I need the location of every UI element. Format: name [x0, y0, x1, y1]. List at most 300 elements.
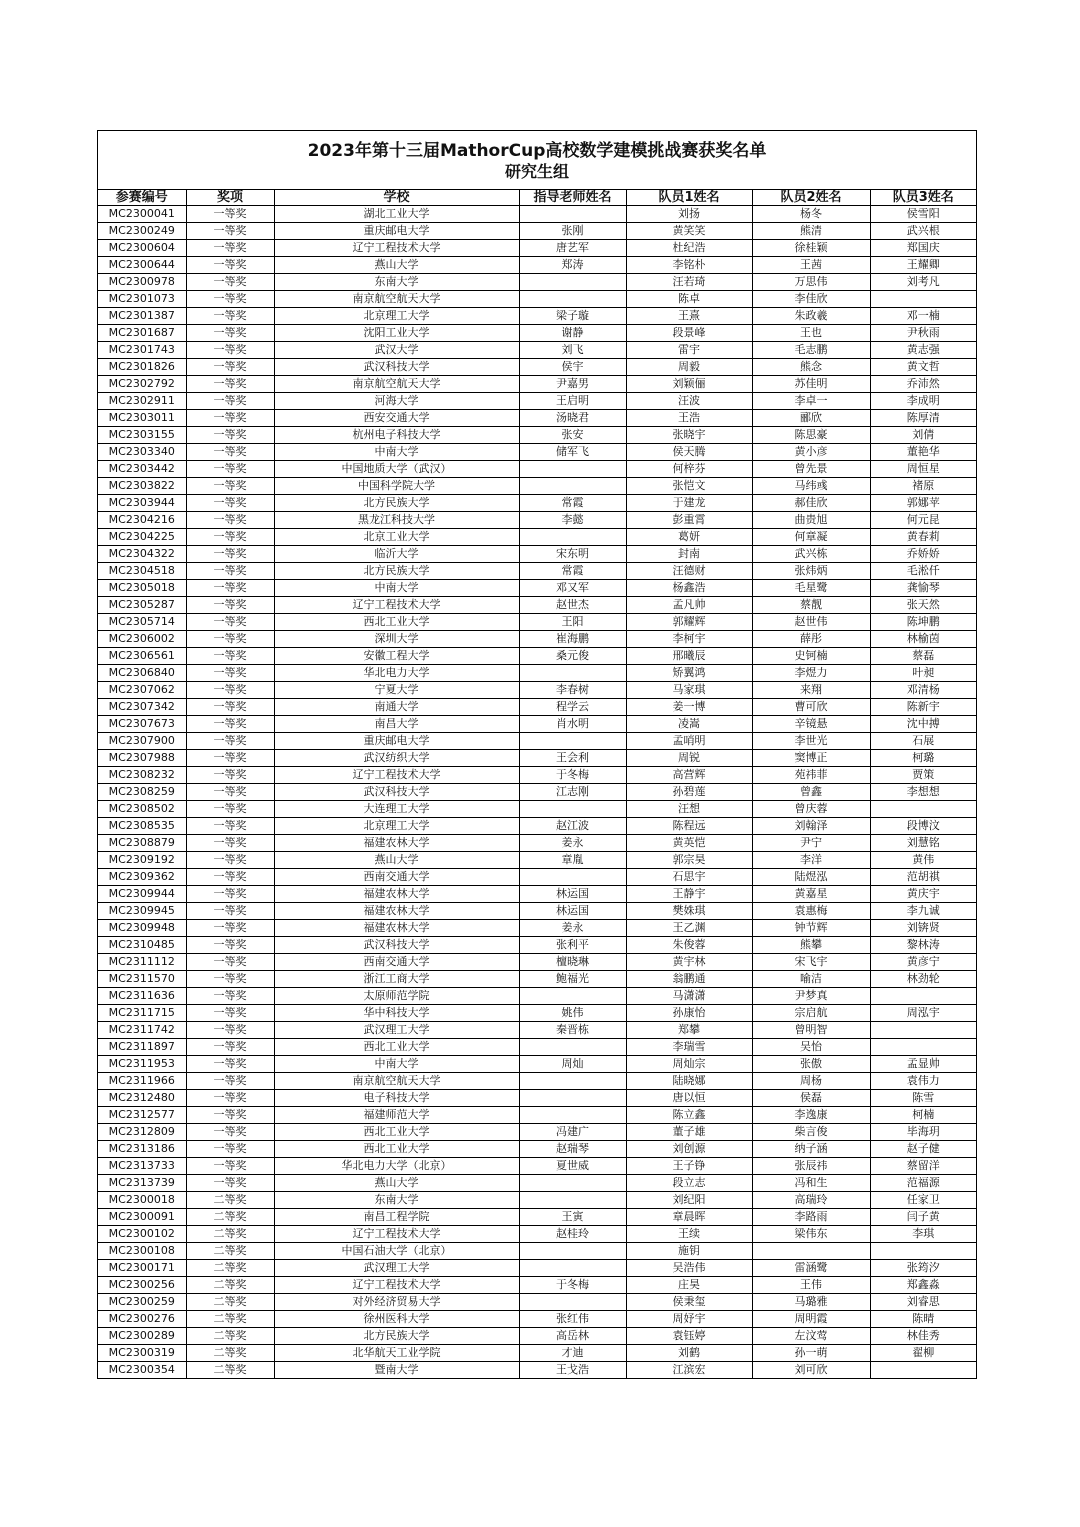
cell-member1: 汪波 [626, 393, 752, 410]
cell-advisor [519, 1175, 626, 1192]
cell-member3: 刘慧铭 [870, 835, 976, 852]
table-row [98, 1090, 976, 1107]
cell-member2: 何章凝 [752, 529, 870, 546]
cell-member2: 陈思豪 [752, 427, 870, 444]
cell-member3: 任家卫 [870, 1192, 976, 1209]
cell-advisor: 周灿 [519, 1056, 626, 1073]
cell-school: 西北工业大学 [274, 1141, 519, 1158]
cell-member1: 邢曦辰 [626, 648, 752, 665]
cell-advisor: 赵瑞琴 [519, 1141, 626, 1158]
cell-id: MC2313739 [98, 1175, 186, 1192]
cell-member1: 庄昊 [626, 1277, 752, 1294]
cell-member3: 刘倩 [870, 427, 976, 444]
table-row [98, 1277, 976, 1294]
cell-member2: 曾鑫 [752, 784, 870, 801]
cell-member1: 王续 [626, 1226, 752, 1243]
cell-member3: 林劲轮 [870, 971, 976, 988]
cell-member2: 马璐雅 [752, 1294, 870, 1311]
cell-member3: 褚原 [870, 478, 976, 495]
cell-member3: 张天然 [870, 597, 976, 614]
cell-member1: 刘扬 [626, 206, 752, 223]
cell-id: MC2301743 [98, 342, 186, 359]
table-row [98, 291, 976, 308]
cell-award: 一等奖 [186, 257, 274, 274]
cell-member2: 王茜 [752, 257, 870, 274]
cell-advisor: 程学云 [519, 699, 626, 716]
cell-advisor: 鲍福光 [519, 971, 626, 988]
cell-member1: 凌嵩 [626, 716, 752, 733]
cell-member1: 黄宇林 [626, 954, 752, 971]
cell-member3: 蔡留洋 [870, 1158, 976, 1175]
cell-id: MC2303442 [98, 461, 186, 478]
cell-school: 东南大学 [274, 274, 519, 291]
cell-member2: 宗启航 [752, 1005, 870, 1022]
cell-member1: 陈程远 [626, 818, 752, 835]
cell-school: 临沂大学 [274, 546, 519, 563]
cell-id: MC2300171 [98, 1260, 186, 1277]
cell-member2: 曾明智 [752, 1022, 870, 1039]
cell-award: 一等奖 [186, 801, 274, 818]
cell-school: 西北工业大学 [274, 1039, 519, 1056]
cell-id: MC2301073 [98, 291, 186, 308]
cell-school: 电子科技大学 [274, 1090, 519, 1107]
cell-id: MC2310485 [98, 937, 186, 954]
table-row [98, 1124, 976, 1141]
cell-school: 福建农林大学 [274, 886, 519, 903]
cell-school: 南京航空航天大学 [274, 376, 519, 393]
cell-advisor: 侯宇 [519, 359, 626, 376]
cell-id: MC2300978 [98, 274, 186, 291]
table-row [98, 954, 976, 971]
cell-member3: 贾策 [870, 767, 976, 784]
cell-member1: 周毅 [626, 359, 752, 376]
table-row [98, 257, 976, 274]
cell-award: 一等奖 [186, 1175, 274, 1192]
cell-award: 一等奖 [186, 461, 274, 478]
table-row [98, 750, 976, 767]
cell-member3: 黄文哲 [870, 359, 976, 376]
cell-id: MC2307062 [98, 682, 186, 699]
cell-school: 武汉理工大学 [274, 1260, 519, 1277]
cell-advisor: 张利平 [519, 937, 626, 954]
cell-award: 一等奖 [186, 240, 274, 257]
cell-member2: 周杨 [752, 1073, 870, 1090]
cell-school: 湖北工业大学 [274, 206, 519, 223]
cell-school: 福建农林大学 [274, 835, 519, 852]
cell-member2: 来翔 [752, 682, 870, 699]
cell-member1: 李铭朴 [626, 257, 752, 274]
cell-member3 [870, 988, 976, 1005]
table-row [98, 274, 976, 291]
cell-school: 辽宁工程技术大学 [274, 240, 519, 257]
cell-member2: 毛志鹏 [752, 342, 870, 359]
cell-member2: 喻洁 [752, 971, 870, 988]
table-row [98, 1328, 976, 1345]
cell-award: 一等奖 [186, 1056, 274, 1073]
cell-member2: 袁惠梅 [752, 903, 870, 920]
table-row [98, 937, 976, 954]
cell-advisor: 王戈浩 [519, 1362, 626, 1379]
cell-advisor [519, 801, 626, 818]
cell-advisor: 林运国 [519, 886, 626, 903]
cell-member2: 万思伟 [752, 274, 870, 291]
cell-id: MC2305018 [98, 580, 186, 597]
cell-school: 北京理工大学 [274, 308, 519, 325]
cell-advisor [519, 461, 626, 478]
cell-member3 [870, 1362, 976, 1379]
table-row [98, 206, 976, 223]
cell-school: 燕山大学 [274, 1175, 519, 1192]
table-row [98, 546, 976, 563]
cell-advisor: 张红伟 [519, 1311, 626, 1328]
cell-member2: 刘可欣 [752, 1362, 870, 1379]
cell-school: 河海大学 [274, 393, 519, 410]
cell-school: 华中科技大学 [274, 1005, 519, 1022]
cell-member1: 侯秉玺 [626, 1294, 752, 1311]
cell-school: 深圳大学 [274, 631, 519, 648]
cell-member2: 李逸康 [752, 1107, 870, 1124]
cell-school: 沈阳工业大学 [274, 325, 519, 342]
table-row [98, 342, 976, 359]
table-row [98, 1294, 976, 1311]
cell-member1: 朱俊蓉 [626, 937, 752, 954]
cell-member2: 宋飞宇 [752, 954, 870, 971]
cell-member2: 张傲 [752, 1056, 870, 1073]
cell-member3: 石展 [870, 733, 976, 750]
cell-advisor: 李懿 [519, 512, 626, 529]
cell-id: MC2307900 [98, 733, 186, 750]
cell-member3: 范福源 [870, 1175, 976, 1192]
cell-award: 一等奖 [186, 1039, 274, 1056]
award-table [98, 189, 976, 1378]
cell-school: 南昌大学 [274, 716, 519, 733]
table-row [98, 1311, 976, 1328]
cell-id: MC2303822 [98, 478, 186, 495]
cell-advisor: 崔海鹏 [519, 631, 626, 648]
cell-award: 一等奖 [186, 495, 274, 512]
cell-award: 二等奖 [186, 1294, 274, 1311]
cell-school: 东南大学 [274, 1192, 519, 1209]
cell-member3: 林榆茵 [870, 631, 976, 648]
cell-member2: 朱政羲 [752, 308, 870, 325]
cell-member2: 张炜炳 [752, 563, 870, 580]
cell-member3: 黄志强 [870, 342, 976, 359]
cell-school: 西安交通大学 [274, 410, 519, 427]
cell-id: MC2306561 [98, 648, 186, 665]
cell-advisor [519, 1192, 626, 1209]
cell-advisor: 姜永 [519, 835, 626, 852]
col-header-id: 参赛编号 [98, 190, 186, 206]
cell-id: MC2308232 [98, 767, 186, 784]
cell-member1: 章晨晖 [626, 1209, 752, 1226]
cell-advisor: 才迪 [519, 1345, 626, 1362]
title-block [98, 131, 976, 189]
cell-member1: 王浩 [626, 410, 752, 427]
cell-award: 一等奖 [186, 988, 274, 1005]
table-row [98, 835, 976, 852]
cell-member1: 孙碧莲 [626, 784, 752, 801]
table-row [98, 1022, 976, 1039]
cell-award: 一等奖 [186, 665, 274, 682]
cell-member3: 陈雪 [870, 1090, 976, 1107]
cell-member3: 毕海玥 [870, 1124, 976, 1141]
table-row [98, 886, 976, 903]
cell-member3: 黄伟 [870, 852, 976, 869]
cell-advisor: 王会利 [519, 750, 626, 767]
cell-id: MC2309944 [98, 886, 186, 903]
table-row [98, 784, 976, 801]
table-row [98, 1107, 976, 1124]
cell-award: 一等奖 [186, 682, 274, 699]
cell-id: MC2311715 [98, 1005, 186, 1022]
cell-school: 北华航天工业学院 [274, 1345, 519, 1362]
cell-award: 二等奖 [186, 1277, 274, 1294]
cell-member2: 王伟 [752, 1277, 870, 1294]
table-row [98, 1175, 976, 1192]
cell-id: MC2308259 [98, 784, 186, 801]
cell-id: MC2300018 [98, 1192, 186, 1209]
cell-member2: 陆煜泓 [752, 869, 870, 886]
cell-advisor [519, 1039, 626, 1056]
cell-member3: 柯楠 [870, 1107, 976, 1124]
cell-member1: 封南 [626, 546, 752, 563]
cell-school: 南京航空航天大学 [274, 291, 519, 308]
cell-member1: 李柯宇 [626, 631, 752, 648]
cell-award: 一等奖 [186, 1158, 274, 1175]
cell-member2: 李佳欣 [752, 291, 870, 308]
col-header-member3: 队员3姓名 [870, 190, 976, 206]
cell-member3: 孟显帅 [870, 1056, 976, 1073]
cell-advisor: 汤晓君 [519, 410, 626, 427]
cell-school: 华北电力大学（北京） [274, 1158, 519, 1175]
cell-id: MC2308879 [98, 835, 186, 852]
cell-school: 福建师范大学 [274, 1107, 519, 1124]
cell-school: 武汉科技大学 [274, 359, 519, 376]
cell-id: MC2304216 [98, 512, 186, 529]
cell-school: 重庆邮电大学 [274, 223, 519, 240]
cell-advisor: 于冬梅 [519, 1277, 626, 1294]
cell-member1: 王乙渊 [626, 920, 752, 937]
cell-advisor: 王寅 [519, 1209, 626, 1226]
cell-advisor: 宋东明 [519, 546, 626, 563]
cell-school: 辽宁工程技术大学 [274, 597, 519, 614]
cell-member2: 曹可欣 [752, 699, 870, 716]
cell-member1: 孟哨明 [626, 733, 752, 750]
cell-award: 一等奖 [186, 597, 274, 614]
cell-member1: 吴浩伟 [626, 1260, 752, 1277]
cell-advisor [519, 1243, 626, 1260]
cell-member3: 黄庆宇 [870, 886, 976, 903]
cell-member3: 郑国庆 [870, 240, 976, 257]
table-row [98, 223, 976, 240]
col-header-member2: 队员2姓名 [752, 190, 870, 206]
cell-member1: 侯天腾 [626, 444, 752, 461]
cell-member1: 樊姝琪 [626, 903, 752, 920]
cell-id: MC2312577 [98, 1107, 186, 1124]
cell-member2: 孙一萌 [752, 1345, 870, 1362]
cell-member3 [870, 1039, 976, 1056]
cell-id: MC2305287 [98, 597, 186, 614]
cell-school: 中国石油大学（北京） [274, 1243, 519, 1260]
cell-member1: 陈卓 [626, 291, 752, 308]
cell-id: MC2300289 [98, 1328, 186, 1345]
cell-school: 浙江工商大学 [274, 971, 519, 988]
cell-award: 一等奖 [186, 818, 274, 835]
cell-member1: 张恺文 [626, 478, 752, 495]
cell-member2: 赵世伟 [752, 614, 870, 631]
cell-member2: 刘翰泽 [752, 818, 870, 835]
cell-member2: 曲贵旭 [752, 512, 870, 529]
cell-school: 对外经济贸易大学 [274, 1294, 519, 1311]
table-row [98, 767, 976, 784]
table-row [98, 716, 976, 733]
cell-member2: 梁伟东 [752, 1226, 870, 1243]
cell-id: MC2300604 [98, 240, 186, 257]
cell-award: 一等奖 [186, 937, 274, 954]
cell-school: 武汉纺织大学 [274, 750, 519, 767]
cell-id: MC2311636 [98, 988, 186, 1005]
cell-member1: 石思宇 [626, 869, 752, 886]
cell-member3: 乔娇娇 [870, 546, 976, 563]
table-row [98, 869, 976, 886]
cell-id: MC2308535 [98, 818, 186, 835]
cell-school: 杭州电子科技大学 [274, 427, 519, 444]
cell-award: 一等奖 [186, 631, 274, 648]
cell-member2: 李路雨 [752, 1209, 870, 1226]
table-row [98, 1039, 976, 1056]
table-row [98, 903, 976, 920]
cell-school: 武汉大学 [274, 342, 519, 359]
cell-member3: 陈晴 [870, 1311, 976, 1328]
cell-advisor [519, 478, 626, 495]
cell-id: MC2311570 [98, 971, 186, 988]
table-row [98, 427, 976, 444]
cell-member1: 王熹 [626, 308, 752, 325]
cell-award: 一等奖 [186, 376, 274, 393]
cell-member3: 邓一楠 [870, 308, 976, 325]
cell-school: 大连理工大学 [274, 801, 519, 818]
cell-id: MC2307988 [98, 750, 186, 767]
cell-member1: 张晓宇 [626, 427, 752, 444]
cell-member2: 窦博正 [752, 750, 870, 767]
cell-id: MC2301687 [98, 325, 186, 342]
cell-member3: 邓清杨 [870, 682, 976, 699]
table-row [98, 631, 976, 648]
cell-member2: 薛彤 [752, 631, 870, 648]
table-row [98, 920, 976, 937]
cell-id: MC2301826 [98, 359, 186, 376]
cell-award: 一等奖 [186, 580, 274, 597]
cell-award: 一等奖 [186, 767, 274, 784]
cell-id: MC2309945 [98, 903, 186, 920]
cell-school: 辽宁工程技术大学 [274, 767, 519, 784]
cell-advisor: 姜永 [519, 920, 626, 937]
cell-member3: 陈厚清 [870, 410, 976, 427]
cell-advisor: 高岳林 [519, 1328, 626, 1345]
cell-advisor [519, 291, 626, 308]
cell-id: MC2303340 [98, 444, 186, 461]
cell-member1: 矫翼鸿 [626, 665, 752, 682]
cell-advisor: 邓又军 [519, 580, 626, 597]
col-header-advisor: 指导老师姓名 [519, 190, 626, 206]
cell-advisor: 赵江波 [519, 818, 626, 835]
cell-award: 一等奖 [186, 444, 274, 461]
cell-award: 一等奖 [186, 1022, 274, 1039]
cell-id: MC2311897 [98, 1039, 186, 1056]
cell-member3: 龚愉琴 [870, 580, 976, 597]
cell-member1: 董子雄 [626, 1124, 752, 1141]
table-row [98, 1141, 976, 1158]
cell-award: 一等奖 [186, 325, 274, 342]
cell-member1: 黄笑笑 [626, 223, 752, 240]
cell-member1: 周灿宗 [626, 1056, 752, 1073]
cell-member2: 柴言俊 [752, 1124, 870, 1141]
table-row [98, 818, 976, 835]
cell-id: MC2303944 [98, 495, 186, 512]
cell-school: 南京航空航天大学 [274, 1073, 519, 1090]
cell-id: MC2300354 [98, 1362, 186, 1379]
cell-award: 一等奖 [186, 903, 274, 920]
cell-id: MC2300108 [98, 1243, 186, 1260]
cell-member3: 张筠汐 [870, 1260, 976, 1277]
cell-member1: 汪若琦 [626, 274, 752, 291]
cell-member1: 王子铮 [626, 1158, 752, 1175]
document-title: 2023年第十三届MathorCup高校数学建模挑战赛获奖名单 [307, 141, 767, 161]
cell-member1: 汪德财 [626, 563, 752, 580]
cell-advisor: 尹嘉男 [519, 376, 626, 393]
cell-member2: 尹梦真 [752, 988, 870, 1005]
table-row [98, 495, 976, 512]
cell-award: 一等奖 [186, 648, 274, 665]
cell-id: MC2302911 [98, 393, 186, 410]
cell-id: MC2303011 [98, 410, 186, 427]
cell-award: 一等奖 [186, 478, 274, 495]
cell-advisor: 冯建广 [519, 1124, 626, 1141]
cell-award: 二等奖 [186, 1260, 274, 1277]
cell-member3: 陈新宇 [870, 699, 976, 716]
cell-advisor: 谢静 [519, 325, 626, 342]
cell-advisor [519, 733, 626, 750]
cell-member3: 尹秋雨 [870, 325, 976, 342]
cell-advisor: 常霞 [519, 563, 626, 580]
cell-member3: 侯雪阳 [870, 206, 976, 223]
cell-member2: 李洋 [752, 852, 870, 869]
cell-id: MC2304225 [98, 529, 186, 546]
cell-member1: 刘鹤 [626, 1345, 752, 1362]
cell-school: 宁夏大学 [274, 682, 519, 699]
cell-school: 北方民族大学 [274, 563, 519, 580]
cell-school: 中南大学 [274, 1056, 519, 1073]
cell-member3: 赵子健 [870, 1141, 976, 1158]
cell-school: 武汉科技大学 [274, 784, 519, 801]
cell-award: 一等奖 [186, 835, 274, 852]
cell-id: MC2311953 [98, 1056, 186, 1073]
cell-member3: 王耀卿 [870, 257, 976, 274]
table-row [98, 529, 976, 546]
table-row [98, 1226, 976, 1243]
cell-member2: 苏佳明 [752, 376, 870, 393]
cell-member1: 杜纪浩 [626, 240, 752, 257]
cell-member3: 叶昶 [870, 665, 976, 682]
cell-award: 一等奖 [186, 954, 274, 971]
table-row [98, 308, 976, 325]
cell-member3: 陈坤鹏 [870, 614, 976, 631]
cell-award: 一等奖 [186, 1141, 274, 1158]
cell-member1: 江滨宏 [626, 1362, 752, 1379]
cell-award: 一等奖 [186, 427, 274, 444]
cell-member1: 周妤宇 [626, 1311, 752, 1328]
cell-award: 一等奖 [186, 1090, 274, 1107]
